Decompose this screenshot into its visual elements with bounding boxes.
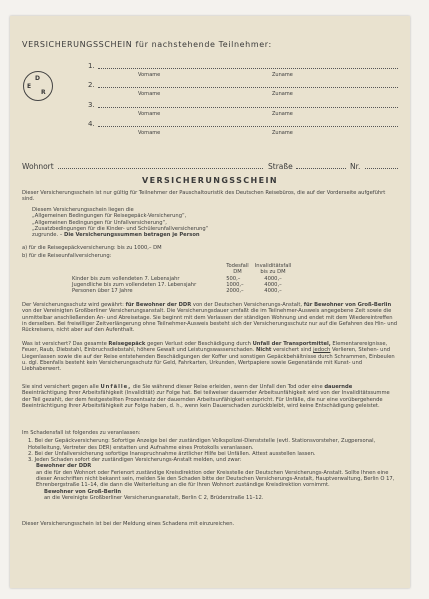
- baggage-paragraph: Was ist versichert? Das gesamte Reisegepäck gegen Verlust oder Beschädigung durch Unfall der Transportmittel, Elementarereignisse, Feuer, Raub, Diebstahl, Einbruchsdiebstahl, höhere Gewalt und Leistungswasserschaden. Nicht versichert sind jedoch Verlieren, Stehen- und Liegenlassen sowie die auf der Reise entstehenden Beschädigungen der Koffer und sonstigen Gepäckbehältnisse durch Schrammen, Einbeulen u. dgl. Ebenfalls besteht kein Versicherungsschutz für Geld, Fahrkarten, Urkunden, Wertpapiere sowie Gegenstände mit Kunst- und Liebhaberwert.: [22, 341, 395, 373]
- participant-line[interactable]: [98, 107, 398, 108]
- participant-number: 3.: [88, 101, 95, 109]
- sum-items: a) für die Reisegepäckversicherung: bis zu 1000,– DM b) für die Reiseunfallversicherung:: [22, 245, 162, 260]
- last-name-caption: Zuname: [272, 72, 293, 78]
- participant-number: 4.: [88, 120, 95, 128]
- nr-line[interactable]: [365, 168, 398, 169]
- intro-paragraph: Dieser Versicherungsschein ist nur gültig für Teilnehmer der Pauschaltouristik des Deutschen Reisebüros, die auf der Vorderseite aufgeführt sind.: [22, 190, 386, 203]
- conditions-block: Diesem Versicherungsschein liegen die „Allgemeinen Bedingungen für Reisegepäck-Versicherung“, „Allgemeinen Bedingungen für Unfallversicherung“, „Zusatzbedingungen für die Kinder- und Schülerunfallversicherung“ zugrunde. – Die Versicherungssummen betragen je Person: [32, 207, 209, 239]
- participant-number: 2.: [88, 81, 95, 89]
- closing-note: Dieser Versicherungsschein ist bei der Meldung eines Schadens mit einzureichen.: [22, 521, 235, 527]
- participant-line[interactable]: [98, 126, 398, 127]
- strasse-label: Straße: [268, 162, 293, 171]
- first-name-caption: Vorname: [138, 130, 161, 136]
- document-page: [10, 16, 410, 588]
- participant-line[interactable]: [98, 87, 398, 88]
- wohnort-label: Wohnort: [22, 162, 54, 171]
- form-header: VERSICHERUNGSSCHEIN für nachstehende Teilnehmer:: [22, 40, 272, 49]
- document-title: VERSICHERUNGSSCHEIN: [142, 176, 278, 185]
- coverage-paragraph: Der Versicherungsschutz wird gewährt: für Bewohner der DDR von der Deutschen Versicherungs-Anstalt, für Bewohner von Groß-Berlin von der Vereinigten Großberliner Versicherungsanstalt. Die Versicherungsdauer umfaßt die im Teilnehmer-Ausweis angegebene Zeit sowie die unmittelbar anschließenden An- und Abreisetage. Sie beginnt mit dem Verlassen der ständigen Wohnung und endet mit dem Wiedereintreffen in derselben. Bei freiwilliger Zeitverlängerung ohne Teilnehmer-Ausweis besteht sich der Versicherungsschutz nur auf die Gefahren des Hin- und Rückreisens, nicht aber auf den Aufenthalt.: [22, 302, 398, 334]
- strasse-line[interactable]: [296, 168, 346, 169]
- accident-paragraph: Sie sind versichert gegen alle Unfälle, die Sie während dieser Reise erleiden, wenn der Unfall den Tod oder eine dauernde Beeinträchtigung Ihrer Arbeitsfähigkeit (Invalidität) zur Folge hat. Bei teilweiser dauernder Arbeitsunfähigkeit wird von der Invaliditätssumme der Teil gezahlt, der dem festgestellten Prozentsatz der dauernden Arbeitsunfähigkeit entspricht. Für Unfälle, die nur eine vorübergehende Beeinträchtigung Ihrer Arbeitsfähigkeit zur Folge haben, d. h., wenn kein Dauerschaden zurückbleibt, wird keine Entschädigung geleistet.: [22, 384, 390, 409]
- first-name-caption: Vorname: [138, 111, 161, 117]
- table-row: Kinder bis zum vollendeten 7. Lebensjahr 500,– 4000,–: [72, 275, 282, 282]
- last-name-caption: Zuname: [272, 130, 293, 136]
- der-seal-icon: D E R: [23, 71, 53, 101]
- insurance-sum-table: Todesfall Invaliditätsfall DM bis zu DM Kinder bis zum vollendeten 7. Lebensjahr 500,– 4000,– Jugendliche bis zum vollendeten 17. Lebensjahr 1000,– 4000,– Personen über 17 Jahre 2000,– 4000,–: [72, 263, 297, 294]
- wohnort-line[interactable]: [58, 168, 263, 169]
- last-name-caption: Zuname: [272, 111, 293, 117]
- first-name-caption: Vorname: [138, 72, 161, 78]
- first-name-caption: Vorname: [138, 91, 161, 97]
- last-name-caption: Zuname: [272, 91, 293, 97]
- claims-section: Im Schadensfall ist folgendes zu veranlassen: 1. Bei der Gepäckversicherung: Sofortige Anzeige bei der zuständigen Volkspolizei-Dienststelle (evtl. Stationsvorsteher, Zugpersonal, Hotelleitung, Vertreter des DER) erstatten und Aufnahme eines Protokolls veranlassen. 2. Bei der Unfallversicherung sofortige Inanspruchnahme ärztlicher Hilfe bei Unfällen. Attest ausstellen lassen. 3. Jeden Schaden sofort der zuständigen Versicherungs-Anstalt melden, und zwar: Bewohner der DDR an die für den Wohnort oder Ferienort zuständige Kreisdirektion oder Kreisstelle der Deutschen Versicherungs-Anstalt. Sollte Ihnen eine dieser Anschriften nicht bekannt sein, melden Sie den Schaden bitte der Deutschen Versicherungs-Anstalt, Hauptverwaltung, Berlin O 17, Ehrenbergstraße 11–14, die dann die Weiterleitung an die für Ihren Wohnort zuständige Kreisdirektion vornimmt. Bewohner von Groß-Berlin an die Vereinigte Großberliner Versicherungsanstalt, Berlin C 2, Brüderstraße 11–12.: [22, 430, 395, 501]
- table-row: Personen über 17 Jahre 2000,– 4000,–: [72, 288, 282, 295]
- table-row: Jugendliche bis zum vollendeten 17. Lebensjahr 1000,– 4000,–: [72, 281, 282, 288]
- nr-label: Nr.: [350, 162, 361, 171]
- participant-line[interactable]: [98, 68, 398, 69]
- participant-number: 1.: [88, 62, 95, 70]
